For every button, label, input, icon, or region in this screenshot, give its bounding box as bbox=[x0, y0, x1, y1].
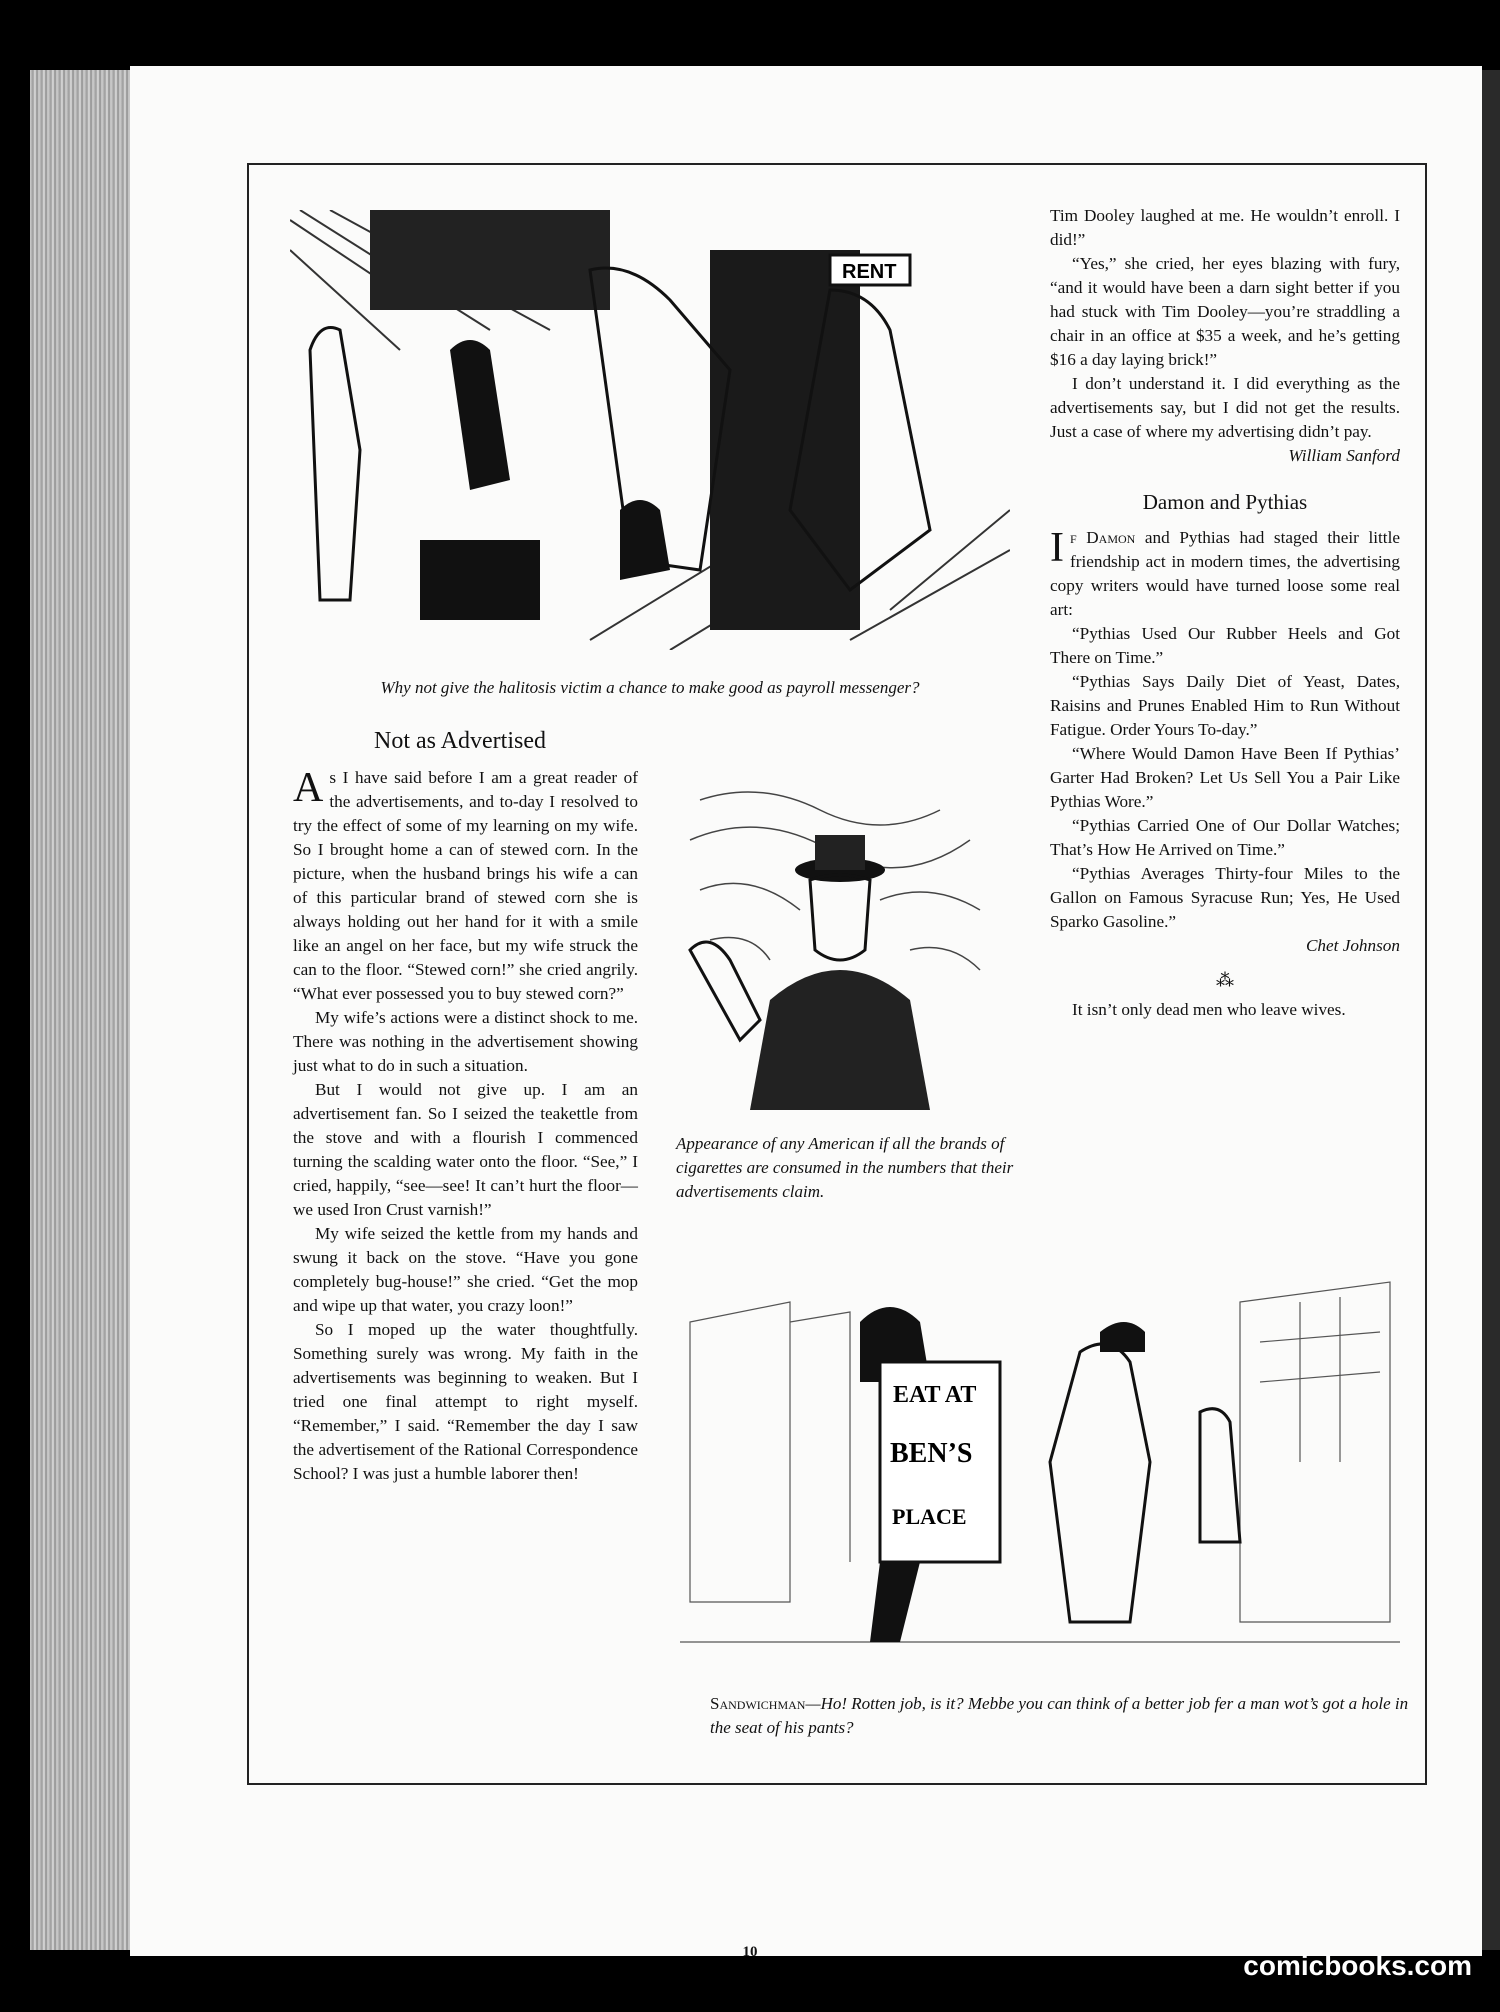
article1-paragraph-8: I don’t understand it. I did everything as the advertisements say, but I did not get the results. Just a case of where my advertising didn’t pay. bbox=[1050, 374, 1400, 441]
article2-quote-3: “Where Would Damon Have Been If Pythias’ Garter Had Broken? Let Us Sell You a Pair Like Pythias Wore.” bbox=[1050, 744, 1400, 811]
caption-text: —Ho! Rotten job, is it? Mebbe you can think of a better job fer a man wot’s got a hole in the seat of his pants? bbox=[710, 1694, 1409, 1737]
sign-line-place: PLACE bbox=[892, 1504, 967, 1529]
article1-p1-text: s I have said before I am a great reader of the advertisements, and to-day I resolved to try the effect of some of my learning on my wife. So I brought home a can of stewed corn. In the picture, when the husband brings his wife a can of this particular brand of stewed corn she is always holding out her hand for it with a smile like an angel on her face, but my wife struck the can to the floor. “Stewed corn!” she cried angrily. “What ever possessed you to buy stewed corn?” bbox=[293, 768, 638, 1003]
article-damon-pythias-title: Damon and Pythias bbox=[1142, 490, 1308, 514]
caption-speaker: Sandwichman bbox=[710, 1694, 806, 1713]
article2-quote-5: “Pythias Averages Thirty-four Miles to the Gallon on Famous Syracuse Run; Yes, He Used Sparko Gasoline.” bbox=[1050, 864, 1400, 931]
article-not-as-advertised-col1 bbox=[293, 766, 638, 1486]
article1-paragraph-1 bbox=[293, 766, 638, 1006]
filler-joke: It isn’t only dead men who leave wives. bbox=[1072, 1000, 1346, 1019]
cartoon-cigarette-drawing bbox=[680, 780, 1000, 1120]
article1-paragraph-4: My wife seized the kettle from my hands and swung it back on the stove. “Have you gone completely bug-house!” she cried. “Get the mop and wipe up that water, you crazy loon!” bbox=[293, 1224, 638, 1315]
article2-lead-caps: f Damon bbox=[1070, 528, 1136, 547]
cartoon-halitosis-caption: Why not give the halitosis victim a chance to make good as payroll messenger? bbox=[380, 678, 920, 697]
article1-paragraph-7: “Yes,” she cried, her eyes blazing with fury, “and it would have been a darn sight better if you had stuck with Tim Dooley—you’re straddling a chair in an office at $35 a week, and he’s getting $16 a day laying brick!” bbox=[1050, 254, 1400, 369]
sign-line-eat-at: EAT AT bbox=[893, 1382, 977, 1408]
article2-dropcap: I bbox=[1050, 525, 1064, 571]
cartoon-sandwichman bbox=[680, 1262, 1400, 1682]
article2-quote-2: “Pythias Says Daily Diet of Yeast, Dates, Raisins and Prunes Enabled Him to Run Without Fatigue. Order Yours To-day.” bbox=[1050, 672, 1400, 739]
watermark: comicbooks.com bbox=[1243, 1950, 1472, 1981]
article2-quote-4: “Pythias Carried One of Our Dollar Watches; That’s How He Arrived on Time.” bbox=[1050, 816, 1400, 859]
ornament-divider: ⁂ bbox=[1216, 970, 1234, 990]
article1-paragraph-6: Tim Dooley laughed at me. He wouldn’t enroll. I did!” bbox=[1050, 206, 1400, 249]
book-page-edges bbox=[30, 70, 140, 1950]
cartoon-halitosis-drawing bbox=[290, 210, 1010, 650]
article2-paragraph-1 bbox=[1050, 526, 1400, 622]
cartoon-cigarette-smoker bbox=[680, 780, 1000, 1120]
page-number: 10 bbox=[742, 1944, 758, 1960]
article2-p1-text: and Pythias had staged their little friendship act in modern times, the advertising copy writers would have turned loose some real art: bbox=[1050, 528, 1400, 619]
cartoon-sandwichman-drawing bbox=[680, 1262, 1400, 1682]
article1-paragraph-5: So I moped up the water thoughtfully. Something surely was wrong. My faith in the advertisements was beginning to weaken. But I tried one final attempt to right myself. “Remember,” I said. “Remember the day I saw the advertisement of the Rational Correspondence School? I was just a humble laborer then! bbox=[293, 1320, 638, 1483]
article2-quote-1: “Pythias Used Our Rubber Heels and Got There on Time.” bbox=[1050, 624, 1400, 667]
cartoon-sandwichman-caption bbox=[710, 1692, 1410, 1740]
article2-author: Chet Johnson bbox=[1305, 936, 1400, 955]
sign-line-bens: BEN’S bbox=[890, 1438, 973, 1469]
cartoon-cigarette-caption: Appearance of any American if all the brands of cigarettes are consumed in the numbers that their advertisements claim. bbox=[676, 1134, 1014, 1201]
cartoon-halitosis bbox=[290, 210, 1010, 650]
article1-dropcap: A bbox=[293, 765, 324, 811]
article1-paragraph-2: My wife’s actions were a distinct shock to me. There was nothing in the advertisement showing just what to do in such a situation. bbox=[293, 1008, 638, 1075]
right-column bbox=[1050, 204, 1400, 1022]
rent-sign-text: RENT bbox=[842, 261, 897, 283]
article-not-as-advertised-title: Not as Advertised bbox=[374, 728, 546, 754]
article1-author: William Sanford bbox=[1288, 446, 1400, 465]
article1-paragraph-3: But I would not give up. I am an advertisement fan. So I seized the teakettle from the stove and with a flourish I commenced turning the scalding water onto the floor. “See,” I cried, happily, “see—see! It can’t hurt the floor—we used Iron Crust varnish!” bbox=[293, 1080, 638, 1219]
